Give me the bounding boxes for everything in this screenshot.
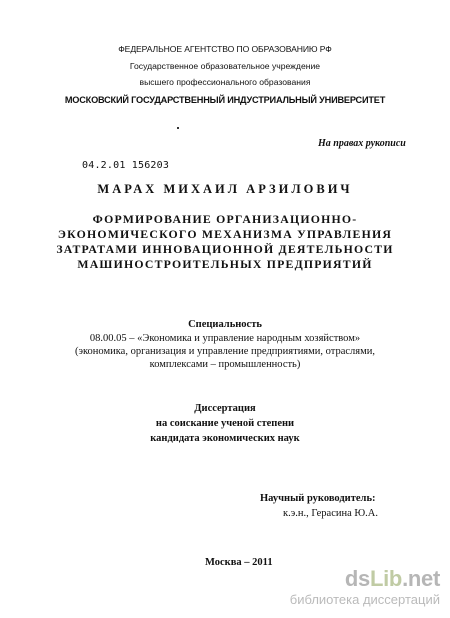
specialty-line: (экономика, организация и управление предприятиями, отраслями, — [74, 346, 376, 357]
university-name: МОСКОВСКИЙ ГОСУДАРСТВЕННЫЙ ИНДУСТРИАЛЬНЫЙ УНИВЕРСИТЕТ — [64, 95, 386, 105]
dslib-logo — [290, 568, 440, 590]
institution-line-1: Государственное образовательное учреждение — [129, 61, 321, 71]
logo-lib: Lib — [369, 566, 403, 591]
title-line: МАШИНОСТРОИТЕЛЬНЫХ ПРЕДПРИЯТИЙ — [77, 257, 373, 271]
dissertation-line: кандидата экономических наук — [150, 433, 300, 444]
specialty-line: 08.00.05 – «Экономика и управление народным хозяйством» — [89, 333, 361, 344]
watermark-subtitle: библиотека диссертаций — [289, 592, 440, 607]
dissertation-line: на соискание ученой степени — [155, 418, 295, 429]
supervisor-label: Научный руководитель: — [260, 493, 376, 504]
logo-ds: ds — [344, 566, 370, 591]
title-line: ЭКОНОМИЧЕСКОГО МЕХАНИЗМА УПРАВЛЕНИЯ — [57, 227, 393, 241]
dissertation-line: Диссертация — [194, 403, 256, 414]
author-name: МАРАХ МИХАИЛ АРЗИЛОВИЧ — [97, 182, 353, 196]
scan-speck — [177, 127, 179, 129]
agency-name: ФЕДЕРАЛЬНОЕ АГЕНТСТВО ПО ОБРАЗОВАНИЮ РФ — [118, 44, 332, 54]
institution-line-2: высшего профессионального образования — [139, 77, 311, 87]
rights-note: На правах рукописи — [318, 138, 406, 149]
city-year: Москва – 2011 — [205, 557, 273, 568]
specialty-line: комплексами – промышленность) — [149, 359, 301, 370]
logo-net: .net — [402, 566, 440, 591]
specialty-heading: Специальность — [188, 319, 262, 330]
dslib-watermark — [290, 568, 440, 608]
title-line: ФОРМИРОВАНИЕ ОРГАНИЗАЦИОННО- — [92, 212, 358, 226]
title-line: ЗАТРАТАМИ ИННОВАЦИОННОЙ ДЕЯТЕЛЬНОСТИ — [56, 242, 394, 256]
supervisor-name: к.э.н., Герасина Ю.А. — [283, 508, 379, 519]
archive-stamp: 04.2.01 156203 — [82, 160, 170, 171]
